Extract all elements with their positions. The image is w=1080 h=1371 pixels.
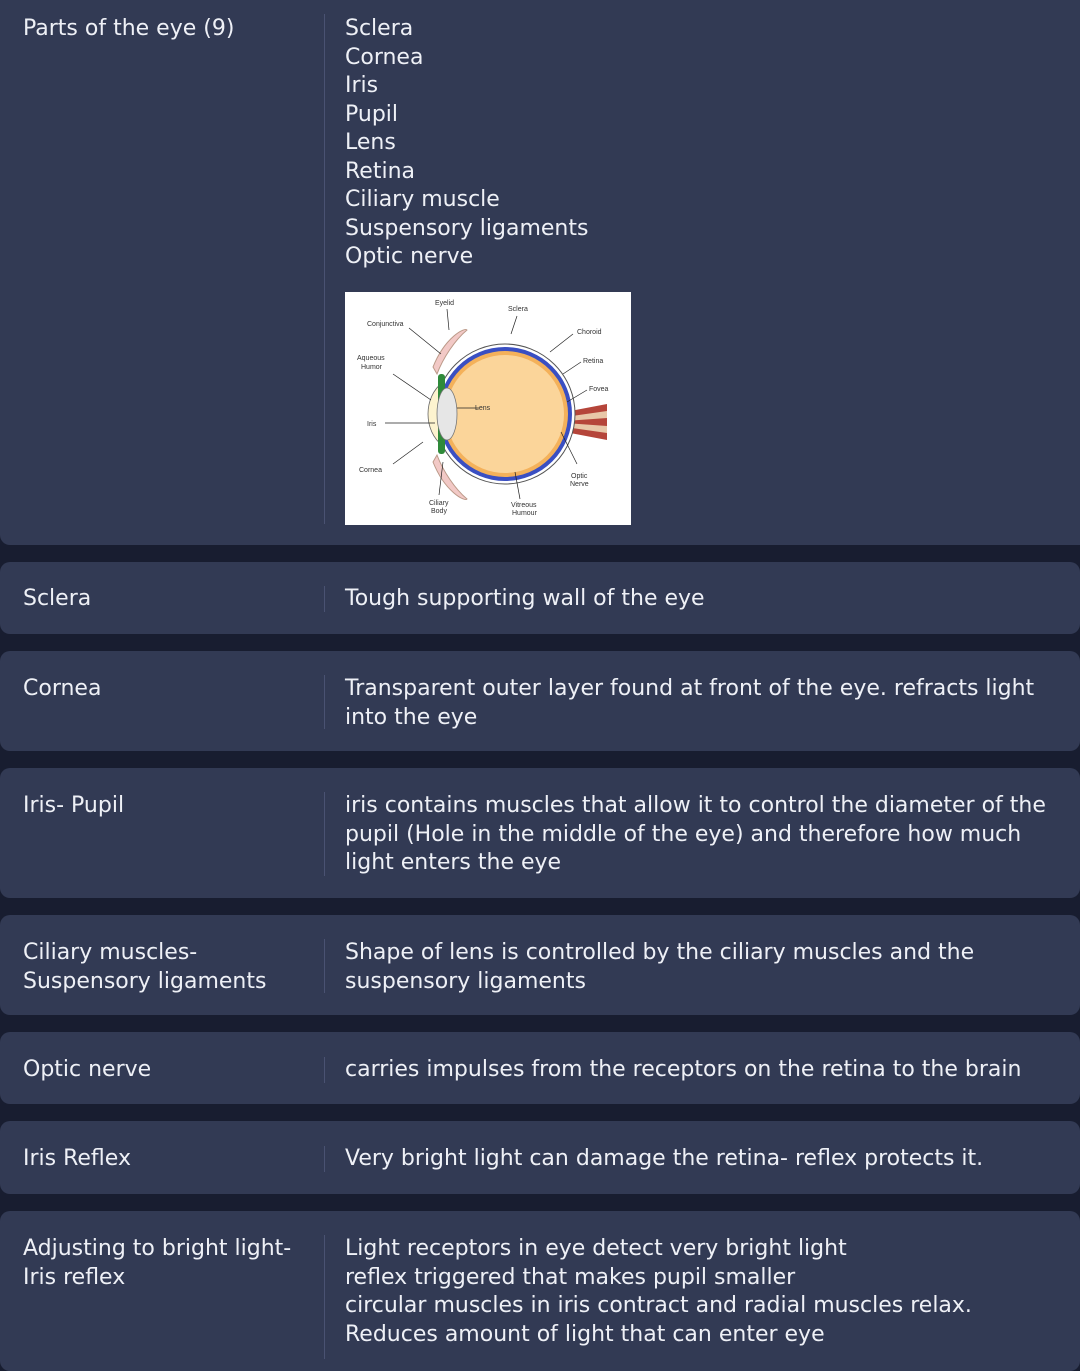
list-item: Lens bbox=[345, 130, 396, 155]
column-divider bbox=[324, 939, 325, 993]
definition-line: reflex triggered that makes pupil smaller bbox=[345, 1264, 796, 1290]
flashcard-iris-reflex bbox=[0, 1121, 1080, 1194]
list-item: Pupil bbox=[345, 101, 399, 127]
list-item: Ciliary muscle bbox=[345, 187, 500, 212]
term-line: Iris reflex bbox=[23, 1264, 126, 1290]
flashcard-parts-of-eye bbox=[0, 0, 1080, 545]
list-item: Suspensory ligaments bbox=[345, 215, 589, 241]
column-divider bbox=[324, 1235, 325, 1359]
diagram-label: Retina bbox=[583, 358, 604, 365]
flashcard-iris-pupil bbox=[0, 768, 1080, 898]
flashcard-cornea bbox=[0, 651, 1080, 751]
diagram-label: Aqueous bbox=[357, 355, 385, 362]
diagram-label: Cornea bbox=[359, 467, 382, 474]
diagram-label: Choroid bbox=[577, 329, 602, 336]
term-optic-nerve: Optic nerve bbox=[23, 1057, 152, 1082]
definition-line: light enters the eye bbox=[345, 850, 562, 875]
definition-line: Reduces amount of light that can enter eye bbox=[345, 1321, 825, 1347]
diagram-label: Humor bbox=[361, 364, 383, 371]
term-ciliary-muscles bbox=[23, 939, 313, 996]
term-cornea: Cornea bbox=[23, 676, 102, 701]
definition-line: pupil (Hole in the middle of the eye) and therefore how much bbox=[345, 821, 1022, 847]
term-iris-reflex: Iris Reflex bbox=[23, 1146, 131, 1171]
column-divider bbox=[324, 1146, 325, 1172]
definition-line: iris contains muscles that allow it to control the diameter of the bbox=[345, 793, 1046, 818]
diagram-label: Lens bbox=[475, 405, 491, 412]
list-item: Cornea bbox=[345, 44, 424, 70]
definition-optic-nerve bbox=[345, 1056, 1050, 1085]
column-divider bbox=[324, 792, 325, 876]
flashcard-bright-light bbox=[0, 1211, 1080, 1371]
definition-ciliary-muscles bbox=[345, 939, 1050, 996]
definition-cornea bbox=[345, 675, 1050, 732]
term-sclera: Sclera bbox=[23, 586, 92, 611]
definition-line: Tough supporting wall of the eye bbox=[345, 586, 705, 611]
column-divider bbox=[324, 586, 325, 612]
list-item: Optic nerve bbox=[345, 244, 474, 269]
definition-line: Very bright light can damage the retina- reflex protects it. bbox=[345, 1146, 984, 1171]
diagram-label: Sclera bbox=[508, 306, 528, 313]
list-item: Retina bbox=[345, 158, 415, 184]
diagram-label: Nerve bbox=[570, 481, 589, 488]
diagram-label: Vitreous bbox=[511, 502, 537, 509]
diagram-label: Conjunctiva bbox=[367, 321, 404, 328]
column-divider bbox=[324, 675, 325, 729]
definition-line: suspensory ligaments bbox=[345, 968, 586, 994]
term-line: Suspensory ligaments bbox=[23, 968, 267, 994]
column-divider bbox=[324, 1057, 325, 1083]
term-iris-pupil: Iris- Pupil bbox=[23, 793, 125, 818]
list-item: Sclera bbox=[345, 16, 414, 41]
diagram-label: Iris bbox=[367, 421, 377, 428]
definition-iris-pupil bbox=[345, 792, 1050, 878]
definition-line: Shape of lens is controlled by the ciliary muscles and the bbox=[345, 940, 975, 965]
definition-sclera bbox=[345, 585, 1050, 614]
flashcard-sclera bbox=[0, 562, 1080, 634]
diagram-label: Eyelid bbox=[435, 300, 455, 307]
list-item: Iris bbox=[345, 73, 379, 98]
definition-line: Light receptors in eye detect very bright light bbox=[345, 1236, 847, 1261]
diagram-label: Optic bbox=[571, 473, 588, 480]
term-line: Adjusting to bright light- bbox=[23, 1236, 292, 1261]
column-divider bbox=[324, 14, 325, 524]
definition-line: into the eye bbox=[345, 704, 478, 730]
eye-diagram bbox=[345, 292, 631, 525]
diagram-label: Humour bbox=[512, 510, 537, 517]
parts-list bbox=[345, 15, 1050, 272]
definition-line: Transparent outer layer found at front of the eye. refracts light bbox=[345, 676, 1035, 701]
definition-line: carries impulses from the receptors on the retina to the brain bbox=[345, 1057, 1022, 1082]
diagram-label: Body bbox=[431, 508, 447, 515]
term-parts-of-eye: Parts of the eye (9) bbox=[23, 16, 235, 41]
diagram-label: Fovea bbox=[589, 386, 609, 393]
flashcard-optic-nerve bbox=[0, 1032, 1080, 1104]
term-line: Ciliary muscles- bbox=[23, 940, 198, 965]
term-bright-light bbox=[23, 1235, 313, 1292]
definition-line: circular muscles in iris contract and radial muscles relax. bbox=[345, 1293, 972, 1318]
definition-iris-reflex bbox=[345, 1145, 1050, 1174]
diagram-label: Ciliary bbox=[429, 500, 449, 507]
definition-bright-light bbox=[345, 1235, 1050, 1349]
flashcard-ciliary-muscles bbox=[0, 915, 1080, 1015]
